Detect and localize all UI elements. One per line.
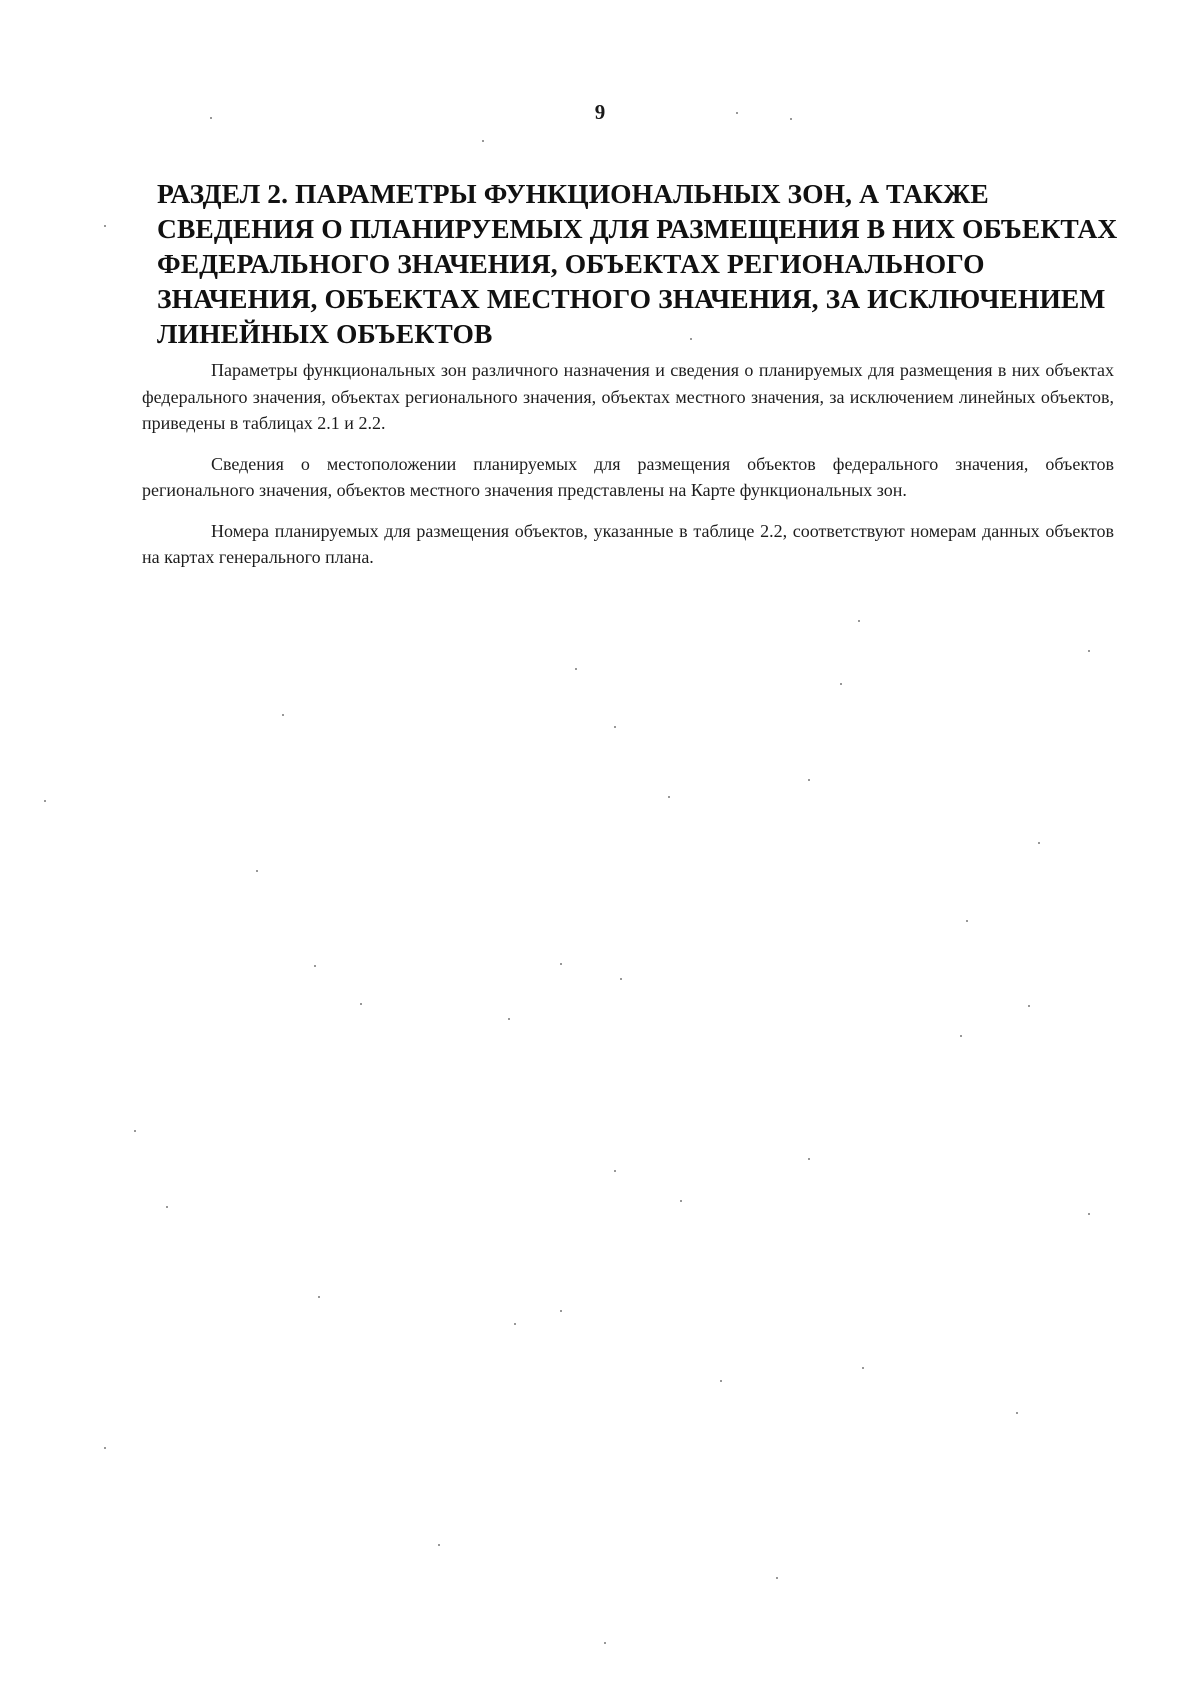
- page-number: 9: [594, 100, 606, 124]
- paragraph-parameters: Параметры функциональных зон различного назначения и сведения о планируемых для размещения в них объектах федерального значения, объектах регионального значения, объектах местного значения, за исключением линейных объектов, приведены в таблицах 2.1 и 2.2.: [142, 360, 1114, 433]
- section-heading-line: СВЕДЕНИЯ О ПЛАНИРУЕМЫХ ДЛЯ РАЗМЕЩЕНИЯ В НИХ ОБЪЕКТАХ: [157, 213, 1118, 244]
- paragraph-numbering: Номера планируемых для размещения объектов, указанные в таблице 2.2, соответствуют номерам данных объектов на картах генерального плана.: [142, 520, 1114, 567]
- section-heading-line: ФЕДЕРАЛЬНОГО ЗНАЧЕНИЯ, ОБЪЕКТАХ РЕГИОНАЛЬНОГО: [157, 248, 985, 279]
- section-heading: [157, 176, 1117, 351]
- paragraph-location: Сведения о местоположении планируемых для размещения объектов федерального значения, объектов регионального значения, объектов местного значения представлены на Карте функциональных зон.: [142, 453, 1114, 500]
- body-text: [142, 357, 1114, 585]
- section-heading-line: ЛИНЕЙНЫХ ОБЪЕКТОВ: [157, 318, 493, 349]
- section-heading-line: ЗНАЧЕНИЯ, ОБЪЕКТАХ МЕСТНОГО ЗНАЧЕНИЯ, ЗА ИСКЛЮЧЕНИЕМ: [157, 283, 1106, 314]
- section-heading-line: РАЗДЕЛ 2. ПАРАМЕТРЫ ФУНКЦИОНАЛЬНЫХ ЗОН, А ТАКЖЕ: [157, 178, 989, 209]
